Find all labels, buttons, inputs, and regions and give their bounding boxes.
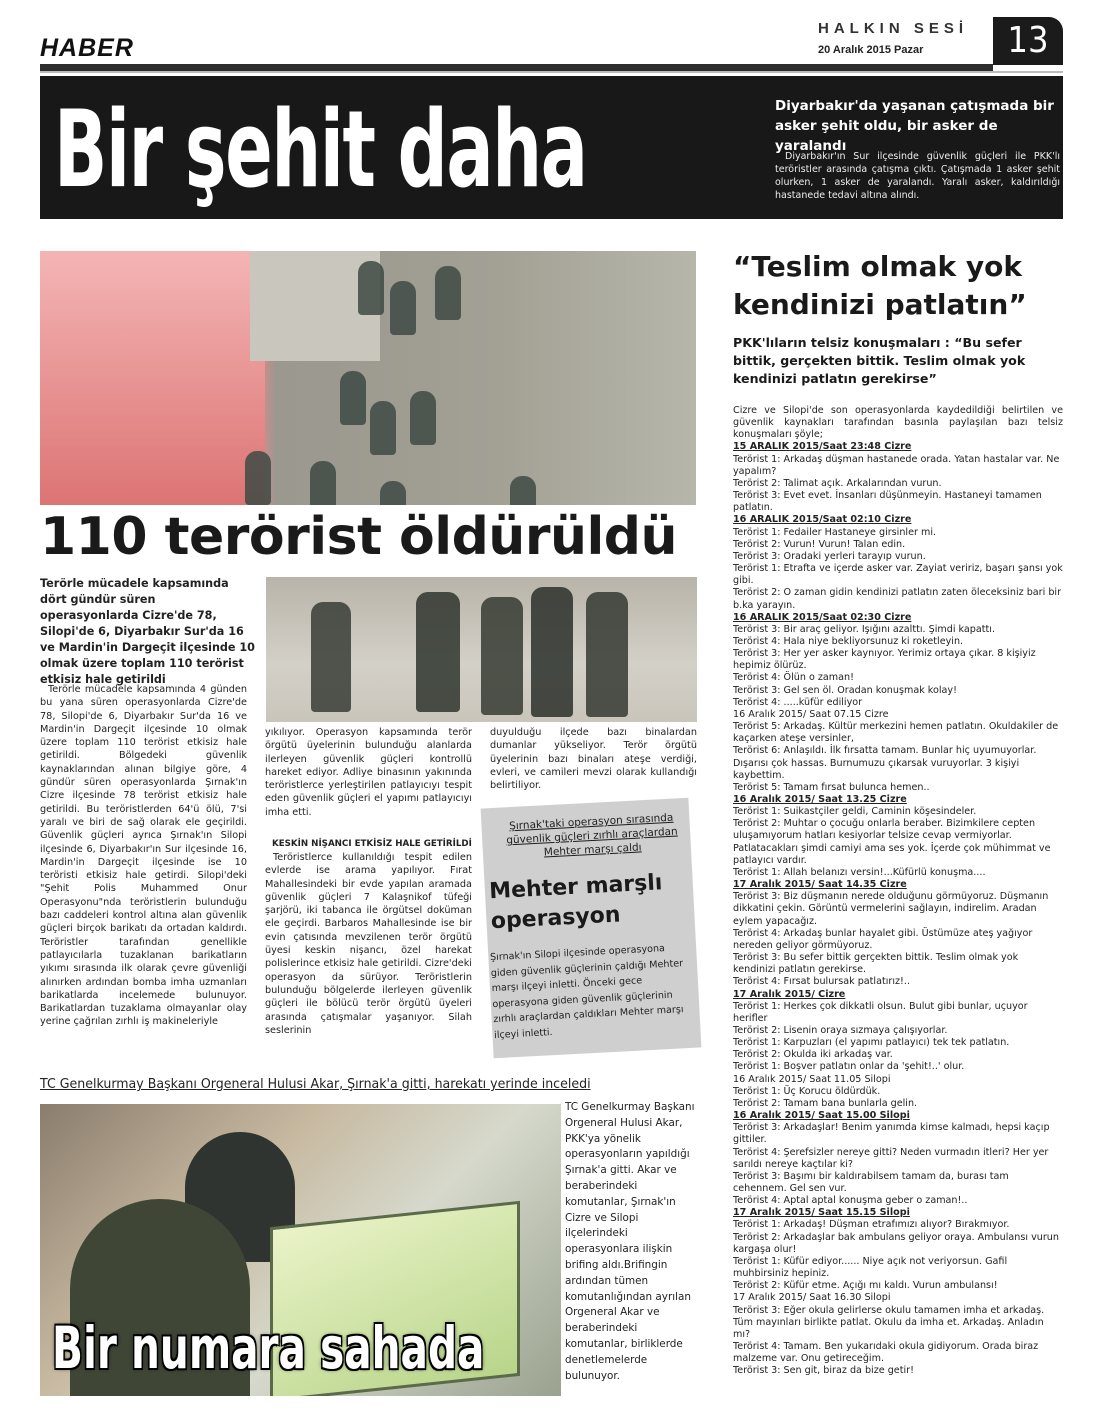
- top-rule-thin: [40, 71, 1063, 73]
- transcript-line: Terörist 2: Arkadaşlar bak ambulans geliyor oraya. Ambulansı vurun kargaşa olur!: [733, 1231, 1059, 1255]
- transcript-line: 16 Aralık 2015/ Saat 07.15 Cizre: [733, 708, 889, 720]
- operation-photo: [40, 251, 696, 505]
- soldier-figure: [370, 401, 396, 455]
- transcript-line: Terörist 1: Karpuzları (el yapımı patlayıcı) tek tek patlatın.: [733, 1037, 1010, 1049]
- transcript-line: Terörist 2: Vurun! Vurun! Talan edin.: [733, 538, 906, 550]
- transcript-line: Terörist 2: Talimat açık. Arkalarından vurun.: [733, 477, 942, 489]
- soldier-figure: [380, 481, 406, 505]
- transcript-timestamp: 16 ARALIK 2015/Saat 02:10 Cizre: [733, 514, 912, 526]
- transcript-line: Terörist 3: Biz düşmanın nerede olduğunu görmüyoruz. Düşmanın dikkatini çekin. Görüntü vermelerini sağlayın, indirelim. Aradan eylem yapacağız.: [733, 891, 1049, 927]
- transcript-line: Terörist 2: Lisenin oraya sızmaya çalışıyorlar.: [733, 1024, 948, 1036]
- section-label: HABER: [40, 34, 134, 62]
- special-forces-photo: [266, 577, 697, 722]
- sidebar-title: Mehter marşlı operasyon: [488, 870, 663, 935]
- transcript-line: Terörist 2: Küfür etme. Açığı mı kaldı. Vurun ambulansı!: [733, 1280, 998, 1292]
- photo-title: Bir numara sahada: [52, 1314, 485, 1382]
- transcript-line: Terörist 1: Küfür ediyor...... Niye açık not veriyorsun. Gafil muhbirsiniz hepiniz.: [733, 1255, 1008, 1280]
- transcript-line: Terörist 3: Bir araç geliyor. Işığını azalttı. Şimdi kapattı.: [733, 623, 996, 635]
- sidebar-body: Şırnak'ın Silopi ilçesinde operasyona giden güvenlik güçlerinin çaldığı Mehter marşı ilçeyi inletti. Önceki gece operasyona giden güvenlik güçlerinin zırhlı araçlardan çaldıkları Mehter marşı ilçeyi inletti.: [489, 943, 684, 1041]
- soldier-figure: [510, 476, 536, 505]
- transcript-line: Terörist 3: Oradaki yerleri tarayıp vurun.: [733, 550, 926, 562]
- story-column-1: Terörle mücadele kapsamında 4 günden bu yana süren operasyonlarda Cizre'de 78, Silopi'de 6, Diyarbakır Sur'da 16 ve Mardin'in Dargeçit ilçesinde 10 olmak üzere toplam 110 terörist etkisiz hale getirildi. Bölgedeki güvenlik kaynaklarından alınan bilgiye göre, 4 gündür süren operasyonlarda Şırnak'ın Cizre ilçesinde 78 terörist etkisiz hale getirildi. Bu teröristlerden 64'ü ölü, 7'si yaralı ve biri de sağ olarak ele geçirildi. Güvenlik güçleri ayrıca Şırnak'ın Silopi ilçesinde 6, Diyarbakır'ın Sur ilçesinde 16, Mardin'in Dargeçit ilçesinde ise 10 teröristi etkisiz hale getirdi. Silopi'deki "Şehit Polis Muhammed Onur Operasyonu"nda teröristlerin bulunduğu bazı caddeleri kontrol altına alan güvenlik güçleri birçok barikatı da ortadan kaldırdı. Teröristler tarafından genellikle patlayıcılarla tuzaklanan barikatların yıkımı sırasında ilk olarak çevre güvenliği alınırken ardından bomba imha uzmanları barikatlarda incelemede bulunuyor. Barikatlardan tuzaklama olmayanlar olay yerine çağrılan zırhlı iş makineleriyle: [40, 684, 247, 1028]
- soldier-figure: [358, 261, 384, 315]
- radio-subtitle: PKK'lıların telsiz konuşmaları : “Bu sefer bittik, gerçekten bittik. Teslim olmak yok kendinizi patlatın gerekirse”: [733, 335, 1026, 386]
- soldier-figure: [311, 602, 351, 712]
- soldier-figure: [435, 266, 461, 320]
- soldier-figure: [531, 587, 573, 717]
- transcript-line: Terörist 4: Hala niye bekliyorsunuz ki roketleyin.: [733, 635, 964, 647]
- transcript-line: Terörist 3: Gel sen öl. Oradan konuşmak kolay!: [733, 684, 957, 696]
- story-subhead: KESKİN NİŞANCI ETKİSİZ HALE GETİRİLDİ: [272, 839, 472, 849]
- transcript-line: Terörist 3: Sen git, biraz da bize getir!: [733, 1365, 914, 1377]
- transcript-line: Terörist 3: Bu sefer bittik gerçekten bittik. Teslim olmak yok kendinizi patlatın gerekirse.: [733, 952, 1019, 976]
- transcript-line: Terörist 1: Üç Korucu öldürdük.: [733, 1085, 881, 1097]
- banner-headline: Bir şehit daha: [54, 88, 587, 211]
- transcript-line: Terörist 1: Allah belanızı versin!...Küfürlü konuşma....: [733, 866, 986, 878]
- story-column-3: duyulduğu ilçede bazı binalardan dumanlar yükseliyor. Terör örgütü üyelerinin bazı binaları ateşe verdiği, evleri, ve camileri mevzi olarak kullandığı belirtiliyor.: [490, 727, 697, 792]
- newspaper-name: HALKIN SESİ: [818, 20, 969, 37]
- banner-lead: Diyarbakır'ın Sur ilçesinde güvenlik güçleri ile PKK'lı teröristler arasında çatışma çıktı. Çatışmada 1 asker şehit olurken, 1 asker de yaralandı. Yaralı asker, kaldırıldığı hastanede tedavi altına alındı.: [775, 151, 1060, 201]
- banner-subtitle: Diyarbakır'da yaşanan çatışmada bir asker şehit oldu, bir asker de yaralandı: [775, 98, 1054, 154]
- transcript-line: Terörist 2: O zaman gidin kendinizi patlatın zaten öleceksiniz bari bir b.ka yarayın.: [733, 587, 1062, 611]
- transcript-timestamp: 16 ARALIK 2015/Saat 02:30 Cizre: [733, 611, 912, 623]
- story-column-2b: Teröristlerce kullanıldığı tespit edilen evlerde ise arama yapılıyor. Fırat Mahallesindeki bir evde yapılan aramada güvenlik güçleri 7 Kalaşnikof tüfeği şarjörü, iki tabanca ile örgütsel doküman ele geçirdi. Barbaros Mahallesinde ise bir evin çatısında mevzilenen terör örgütü üyesi keskin nişancı, özel harekat polislerince etkisiz hale getirildi. Cizre'deki operasyon da sürüyor. Teröristlerin bulunduğu bölgelerde ilerleyen güvenlik güçleri ile bölücü terör örgütü üyeleri arasında çatışmalar yaşanıyor. Silah seslerinin: [265, 852, 472, 1036]
- transcript-line: Terörist 2: Muhtar o çocuğu onlarla beraber. Bizimkilere cepten uluşamıyorum hatları kesiyorlar telsize cevap vermiyorlar. Patlatacakları şimdi camiyi ama ses yok. İçerde çok mühimmat ve patlayıcı vardır.: [733, 818, 1051, 866]
- tc-body: TC Genelkurmay Başkanı Orgeneral Hulusi Akar, PKK'ya yönelik operasyonların yapıldığı Şırnak'a gitti. Akar ve beraberindeki komutanlar, Şırnak'ın Cizre ve Silopi ilçelerindeki operasyonlara ilişkin brifing aldı.Brifingin ardından tümen komutanlığından ayrılan Orgeneral Akar ve beraberindeki komutanlar, birliklerde denetlemelerde bulunuyor.: [565, 1101, 695, 1382]
- top-rule: [40, 64, 993, 71]
- page-number: 13: [993, 17, 1063, 65]
- transcript-line: Terörist 4: Aptal aptal konuşma geber o zaman!..: [733, 1195, 968, 1207]
- soldier-figure: [481, 597, 523, 715]
- transcript-line: Terörist 5: Arkadaş. Kültür merkezini hemen patlatın. Okuldakiler de kaçarken ateşe versinler,: [733, 721, 1059, 745]
- pink-wall: [40, 251, 265, 505]
- transcript-timestamp: 16 Aralık 2015/ Saat 15.00 Silopi: [733, 1110, 910, 1122]
- radio-headline: “Teslim olmak yok kendinizi patlatın”: [733, 250, 1027, 321]
- story-lead: Terörle mücadele kapsamında dört gündür süren operasyonlarda Cizre'de 78, Silopi'de 6, Diyarbakır Sur'da 16 ve Mardin'in Dargeçit ilçesinde 10 olmak üzere toplam 110 terörist etkisiz hale getirildi: [40, 577, 255, 686]
- transcript-timestamp: 17 Aralık 2015/ Cizre: [733, 988, 846, 1000]
- soldier-figure: [410, 391, 436, 445]
- transcript-timestamp: 15 ARALIK 2015/Saat 23:48 Cizre: [733, 441, 912, 453]
- transcript-timestamp: 17 Aralık 2015/ Saat 14.35 Cizre: [733, 879, 907, 891]
- transcript-line: Terörist 2: Okulda iki arkadaş var.: [733, 1049, 893, 1061]
- story-headline: 110 terörist öldürüldü: [40, 507, 678, 567]
- transcript-line: Terörist 3: Arkadaşlar! Benim yanımda kimse kalmadı, hepsi kaçıp gittiler.: [733, 1122, 1050, 1146]
- transcript-line: Terörist 1: Herkes çok dikkatli olsun. Bulut gibi bunlar, uçuyor herifler: [733, 1000, 1028, 1024]
- radio-lines: [733, 441, 1063, 1377]
- tc-headline: TC Genelkurmay Başkanı Orgeneral Hulusi Akar, Şırnak'a gitti, harekatı yerinde inceledi: [40, 1077, 591, 1092]
- transcript-line: Terörist 3: Her yer asker kaynıyor. Yerimiz ortaya çıkar. 8 kişiyiz hepimiz ölürüz.: [733, 648, 1036, 672]
- transcript-line: Terörist 1: Arkadaş! Düşman etrafımızı alıyor? Bırakmıyor.: [733, 1219, 1010, 1231]
- transcript-line: Terörist 1: Arkadaş düşman hastanede orada. Yatan hastalar var. Ne yapalım?: [733, 453, 1060, 477]
- transcript-line: Terörist 4: Şerefsizler nereye gitti? Neden vurmadın itleri? Her yer sarıldı nereye kaçtılar ki?: [733, 1146, 1049, 1170]
- transcript-line: Terörist 4: Tamam. Ben yukarıdaki okula gidiyorum. Orada biraz malzeme var. Onu getireceğim.: [733, 1341, 1039, 1365]
- transcript-line: Terörist 3: Eğer okula gelirlerse okulu tamamen imha et arkadaş. Tüm mayınları birlikte patlat. Okulu da imha et. Arkadaş. Anladın mı?: [733, 1304, 1045, 1340]
- transcript-line: 17 Aralık 2015/ Saat 16.30 Silopi: [733, 1292, 891, 1304]
- soldier-figure: [340, 371, 366, 425]
- transcript-line: Terörist 6: Anlaşıldı. İlk fırsatta tamam. Bunlar hiç uyumuyorlar. Dışarısı çok hassas. Burnumuzu çıkarsak vuruyorlar. 3 kişiyi kaybettim.: [733, 745, 1037, 781]
- issue-date: 20 Aralık 2015 Pazar: [818, 44, 924, 56]
- radio-intro: Cizre ve Silopi'de son operasyonlarda kaydedildiği belirtilen ve güvenlik kaynakları tarafından basınla paylaşılan bazı telsiz konuşmaları şöyle;: [733, 405, 1063, 441]
- transcript-line: Terörist 1: Etrafta ve içerde asker var. Zayiat veririz, başarı şansı yok gibi.: [733, 563, 1063, 587]
- transcript-timestamp: 16 Aralık 2015/ Saat 13.25 Cizre: [733, 794, 907, 805]
- transcript-line: Terörist 4: Ölün o zaman!: [733, 672, 854, 684]
- story-column-2: yıkılıyor. Operasyon kapsamında terör örgütü üyelerinin bulunduğu alanlarda ilerleyen güvenlik güçleri kontrollü hareket ediyor. Adliye binasının yakınında teröristlerce yerleştirilen patlayıcıyı tespit eden güvenlik güçleri el yapımı patlayıcıyı imha etti.: [265, 727, 472, 818]
- transcript-line: Terörist 4: .....küfür ediliyor: [733, 696, 863, 708]
- soldier-figure: [416, 592, 460, 712]
- transcript-line: Terörist 5: Tamam fırsat bulunca hemen..: [733, 781, 930, 793]
- soldier-figure: [390, 281, 416, 335]
- transcript-line: Terörist 1: Suikastçiler geldi, Caminin köşesindeler.: [733, 806, 977, 818]
- transcript-line: Terörist 4: Arkadaş bunlar hayalet gibi. Üstümüze ateş yağıyor nereden geliyor görmüyoruz.: [733, 927, 1033, 951]
- soldier-figure: [586, 592, 628, 717]
- soldier-figure: [245, 451, 271, 505]
- transcript-line: Terörist 3: Başımı bir kaldırabilsem tamam da, burası tam cehennem. Gel sen vur.: [733, 1170, 1009, 1194]
- transcript-line: 16 Aralık 2015/ Saat 11.05 Silopi: [733, 1073, 891, 1085]
- transcript-timestamp: 17 Aralık 2015/ Saat 15.15 Silopi: [733, 1207, 910, 1219]
- transcript-line: Terörist 4: Fırsat bulursak patlatırız!..: [733, 976, 910, 988]
- transcript-line: Terörist 1: Boşver patlatın onlar da 'şehit!..' olur.: [733, 1061, 965, 1073]
- transcript-line: Terörist 2: Tamam bana bunlarla gelin.: [733, 1097, 918, 1109]
- transcript-line: Terörist 3: Evet evet. İnsanları düşünmeyin. Hastaneyi tamamen patlatın.: [733, 490, 1042, 514]
- radio-transcript: [733, 405, 1063, 1378]
- soldier-figure: [310, 461, 336, 505]
- transcript-line: Terörist 1: Fedailer Hastaneye girsinler mi.: [733, 526, 937, 538]
- sidebar-caption: Şırnak'taki operasyon sırasında güvenlik güçleri zırhlı araçlardan Mehter marşı çaldı: [506, 811, 678, 859]
